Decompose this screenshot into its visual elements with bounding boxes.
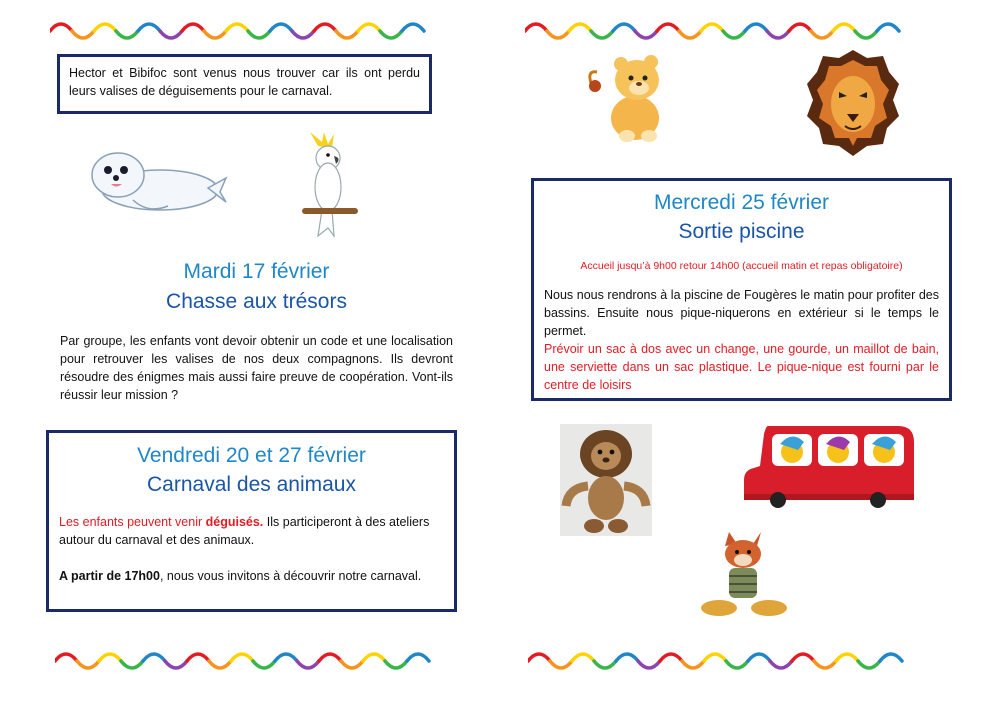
vendredi-rest: Ils participeront à des ateliers autour du carnaval et des animaux. bbox=[59, 515, 430, 547]
plush-lion-photo bbox=[560, 424, 652, 536]
wave-segment bbox=[363, 654, 385, 661]
wave-segment bbox=[143, 654, 165, 661]
wave-segment bbox=[880, 654, 902, 661]
wave-segment bbox=[836, 654, 858, 661]
wave-segment bbox=[572, 654, 594, 661]
wave-segment bbox=[616, 654, 638, 661]
wave-segment bbox=[748, 654, 770, 661]
wave-segment bbox=[248, 31, 270, 38]
wave-segment bbox=[341, 661, 363, 668]
wave-segment bbox=[792, 654, 814, 661]
wave-segment bbox=[547, 31, 569, 38]
wave-segment bbox=[138, 24, 160, 31]
vendredi-red-lead: Les enfants peuvent venir bbox=[59, 515, 206, 529]
wave-segment bbox=[638, 661, 660, 668]
wave-segment bbox=[165, 661, 187, 668]
wave-segment bbox=[385, 661, 407, 668]
cockatoo-illustration bbox=[300, 132, 360, 242]
wave-segment bbox=[319, 654, 341, 661]
wave-segment bbox=[50, 24, 72, 31]
wave-segment bbox=[314, 24, 336, 31]
mardi-subtitle: Chasse aux trésors bbox=[166, 290, 347, 313]
wave-bottom-right bbox=[528, 650, 918, 672]
wave-segment bbox=[767, 31, 789, 38]
wave-segment bbox=[789, 24, 811, 31]
wave-segment bbox=[187, 654, 209, 661]
wave-segment bbox=[679, 31, 701, 38]
intro-text: Hector et Bibifoc sont venus nous trouver car ils ont perdu leurs valises de déguisements pour le carnaval. bbox=[69, 66, 420, 98]
wave-segment bbox=[72, 31, 94, 38]
wave-segment bbox=[336, 31, 358, 38]
wave-segment bbox=[770, 661, 792, 668]
wave-segment bbox=[635, 31, 657, 38]
wave-segment bbox=[77, 661, 99, 668]
wave-segment bbox=[297, 661, 319, 668]
wave-segment bbox=[723, 31, 745, 38]
wave-segment bbox=[116, 31, 138, 38]
wave-segment bbox=[594, 661, 616, 668]
wave-segment bbox=[613, 24, 635, 31]
intro-box bbox=[57, 54, 432, 114]
mercredi-subtitle: Sortie piscine bbox=[678, 220, 805, 243]
wave-segment bbox=[226, 24, 248, 31]
wave-segment bbox=[182, 24, 204, 31]
wave-segment bbox=[94, 24, 116, 31]
wave-segment bbox=[877, 24, 899, 31]
wave-segment bbox=[253, 661, 275, 668]
bus-illustration bbox=[738, 420, 916, 510]
wave-segment bbox=[358, 24, 380, 31]
wave-segment bbox=[726, 661, 748, 668]
vendredi-closing bbox=[59, 567, 444, 585]
vendredi-bold-time: A partir de 17h00 bbox=[59, 569, 160, 583]
wave-segment bbox=[275, 654, 297, 661]
mercredi-red-body: Prévoir un sac à dos avec un change, une gourde, un maillot de bain, une serviette dans un sac plastique. Le pique-nique est fourni par le centre de loisirs bbox=[544, 342, 939, 392]
wave-bottom-left bbox=[55, 650, 445, 672]
mercredi-note: Accueil jusqu’à 9h00 retour 14h00 (accueil matin et repas obligatoire) bbox=[580, 260, 903, 272]
vendredi-red-bold: déguisés. bbox=[205, 515, 264, 529]
wave-segment bbox=[701, 24, 723, 31]
wave-segment bbox=[704, 654, 726, 661]
mercredi-box bbox=[531, 178, 952, 401]
wave-segment bbox=[682, 661, 704, 668]
wave-segment bbox=[292, 31, 314, 38]
wave-segment bbox=[528, 654, 550, 661]
wave-segment bbox=[591, 31, 613, 38]
mardi-body: Par groupe, les enfants vont devoir obtenir un code et une localisation pour retrouver les valises de nos deux compagnons. Ils devront résoudre des énigmes mais aussi faire preuve de coopération. Vont-ils réussir leur mission ? bbox=[60, 334, 453, 402]
lion-cub-illustration bbox=[585, 50, 675, 145]
wave-segment bbox=[525, 24, 547, 31]
wave-segment bbox=[55, 654, 77, 661]
wave-segment bbox=[402, 24, 424, 31]
wave-segment bbox=[160, 31, 182, 38]
wave-segment bbox=[231, 654, 253, 661]
wave-top-left bbox=[50, 20, 440, 42]
vendredi-subtitle: Carnaval des animaux bbox=[147, 473, 356, 496]
wave-segment bbox=[380, 31, 402, 38]
wave-segment bbox=[121, 661, 143, 668]
wave-segment bbox=[814, 661, 836, 668]
wave-segment bbox=[811, 31, 833, 38]
wave-segment bbox=[858, 661, 880, 668]
wave-segment bbox=[550, 661, 572, 668]
mardi-title: Mardi 17 février bbox=[183, 260, 330, 283]
wave-top-right bbox=[525, 20, 915, 42]
wave-segment bbox=[209, 661, 231, 668]
vendredi-box bbox=[46, 430, 457, 612]
wave-segment bbox=[204, 31, 226, 38]
mercredi-title: Mercredi 25 février bbox=[653, 191, 830, 214]
wave-segment bbox=[660, 654, 682, 661]
vendredi-closing-text: , nous vous invitons à découvrir notre carnaval. bbox=[159, 569, 422, 583]
wave-segment bbox=[99, 654, 121, 661]
wave-segment bbox=[407, 654, 429, 661]
vendredi-body bbox=[59, 513, 444, 549]
wave-segment bbox=[270, 24, 292, 31]
wave-segment bbox=[657, 24, 679, 31]
wave-segment bbox=[833, 24, 855, 31]
vendredi-title: Vendredi 20 et 27 février bbox=[137, 444, 366, 467]
mercredi-body: Nous nous rendrons à la piscine de Fougères le matin pour profiter des bassins. Ensuite nous pique-niquerons en extérieur si le temps le permet. bbox=[544, 288, 939, 338]
plush-fox-photo bbox=[695, 532, 795, 620]
wave-segment bbox=[745, 24, 767, 31]
wave-segment bbox=[855, 31, 877, 38]
wave-segment bbox=[569, 24, 591, 31]
seal-illustration bbox=[78, 140, 228, 220]
lion-head-illustration bbox=[805, 48, 901, 158]
